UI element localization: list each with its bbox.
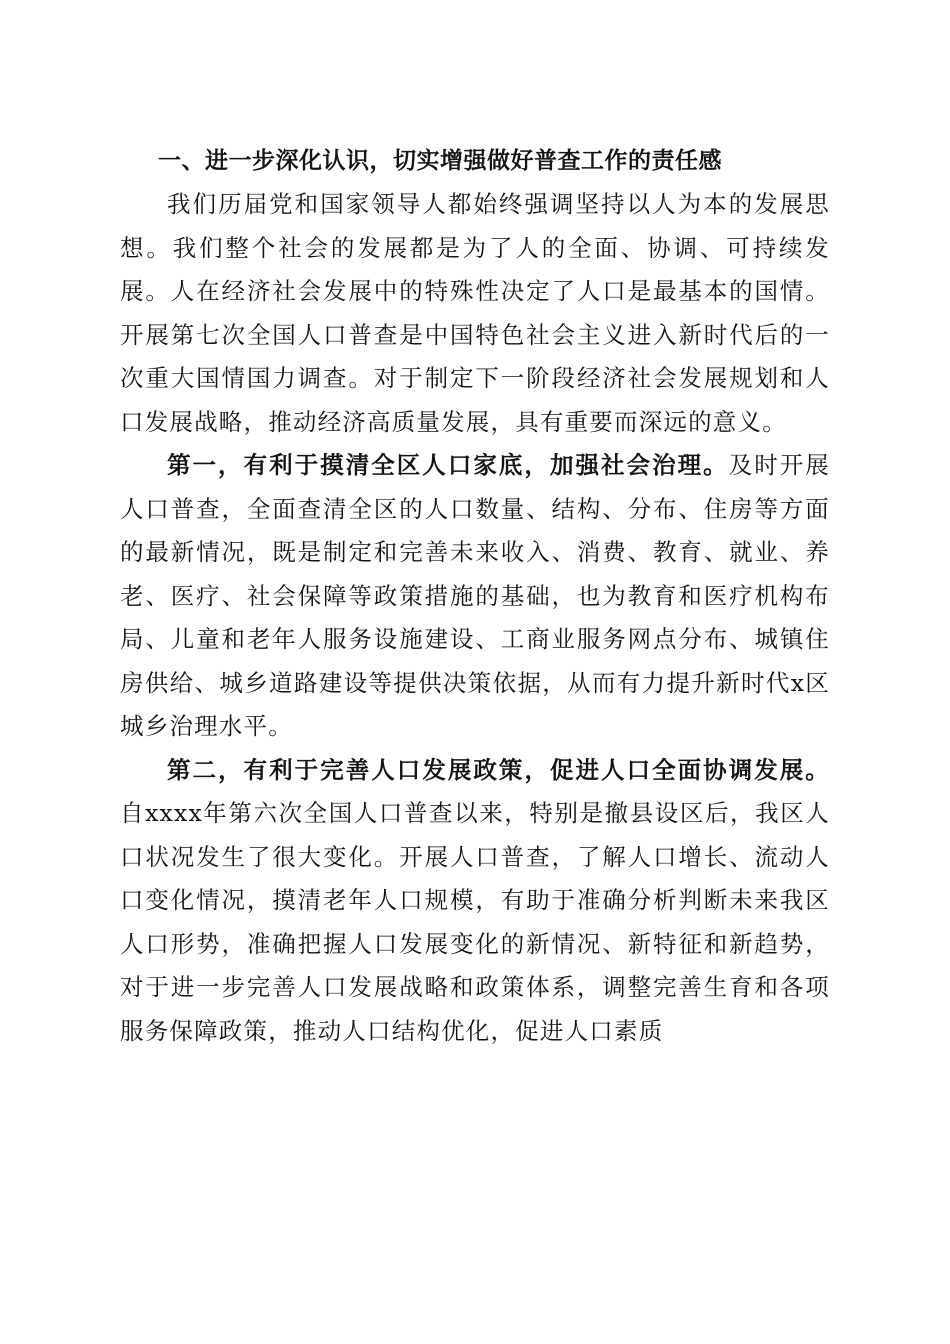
paragraph-2-body: 及时开展人口普查，全面查清全区的人口数量、结构、分布、住房等方面的最新情况，既是制定和完善未来收入、消费、教育、就业、养老、医疗、社会保障等政策措施的基础，也为教育和医疗机构布局、儿童和老年人服务设施建设、工商业服务网点分布、城镇住房供给、城乡道路建设等提供决策依据，从而有力提升新时代x区城乡治理水平。: [120, 451, 830, 740]
paragraph-2: [120, 444, 830, 749]
paragraph-2-lead: 第一，有利于摸清全区人口家底，加强社会治理。: [167, 451, 729, 479]
paragraph-3: [120, 749, 830, 1054]
section-heading: 一、进一步深化认识，切实增强做好普查工作的责任感: [158, 148, 722, 174]
document-body: [120, 140, 830, 1053]
paragraph-1: 我们历届党和国家领导人都始终强调坚持以人为本的发展思想。我们整个社会的发展都是为了人的全面、协调、可持续发展。人在经济社会发展中的特殊性决定了人口是最基本的国情。开展第七次全国人口普查是中国特色社会主义进入新时代后的一次重大国情国力调查。对于制定下一阶段经济社会发展规划和人口发展战略，推动经济高质量发展，具有重要而深远的意义。: [120, 190, 830, 436]
paragraph-3-lead: 第二，有利于完善人口发展政策，促进人口全面协调发展。: [167, 755, 830, 784]
paragraph-3-body: 自xxxx年第六次全国人口普查以来，特别是撤县设区后，我区人口状况发生了很大变化。开展人口普查，了解人口增长、流动人口变化情况，摸清老年人口规模，有助于准确分析判断未来我区人口形势，准确把握人口发展变化的新情况、新特征和新趋势，对于进一步完善人口发展战略和政策体系，调整完善生育和各项服务保障政策，推动人口结构优化，促进人口素质: [120, 799, 830, 1045]
